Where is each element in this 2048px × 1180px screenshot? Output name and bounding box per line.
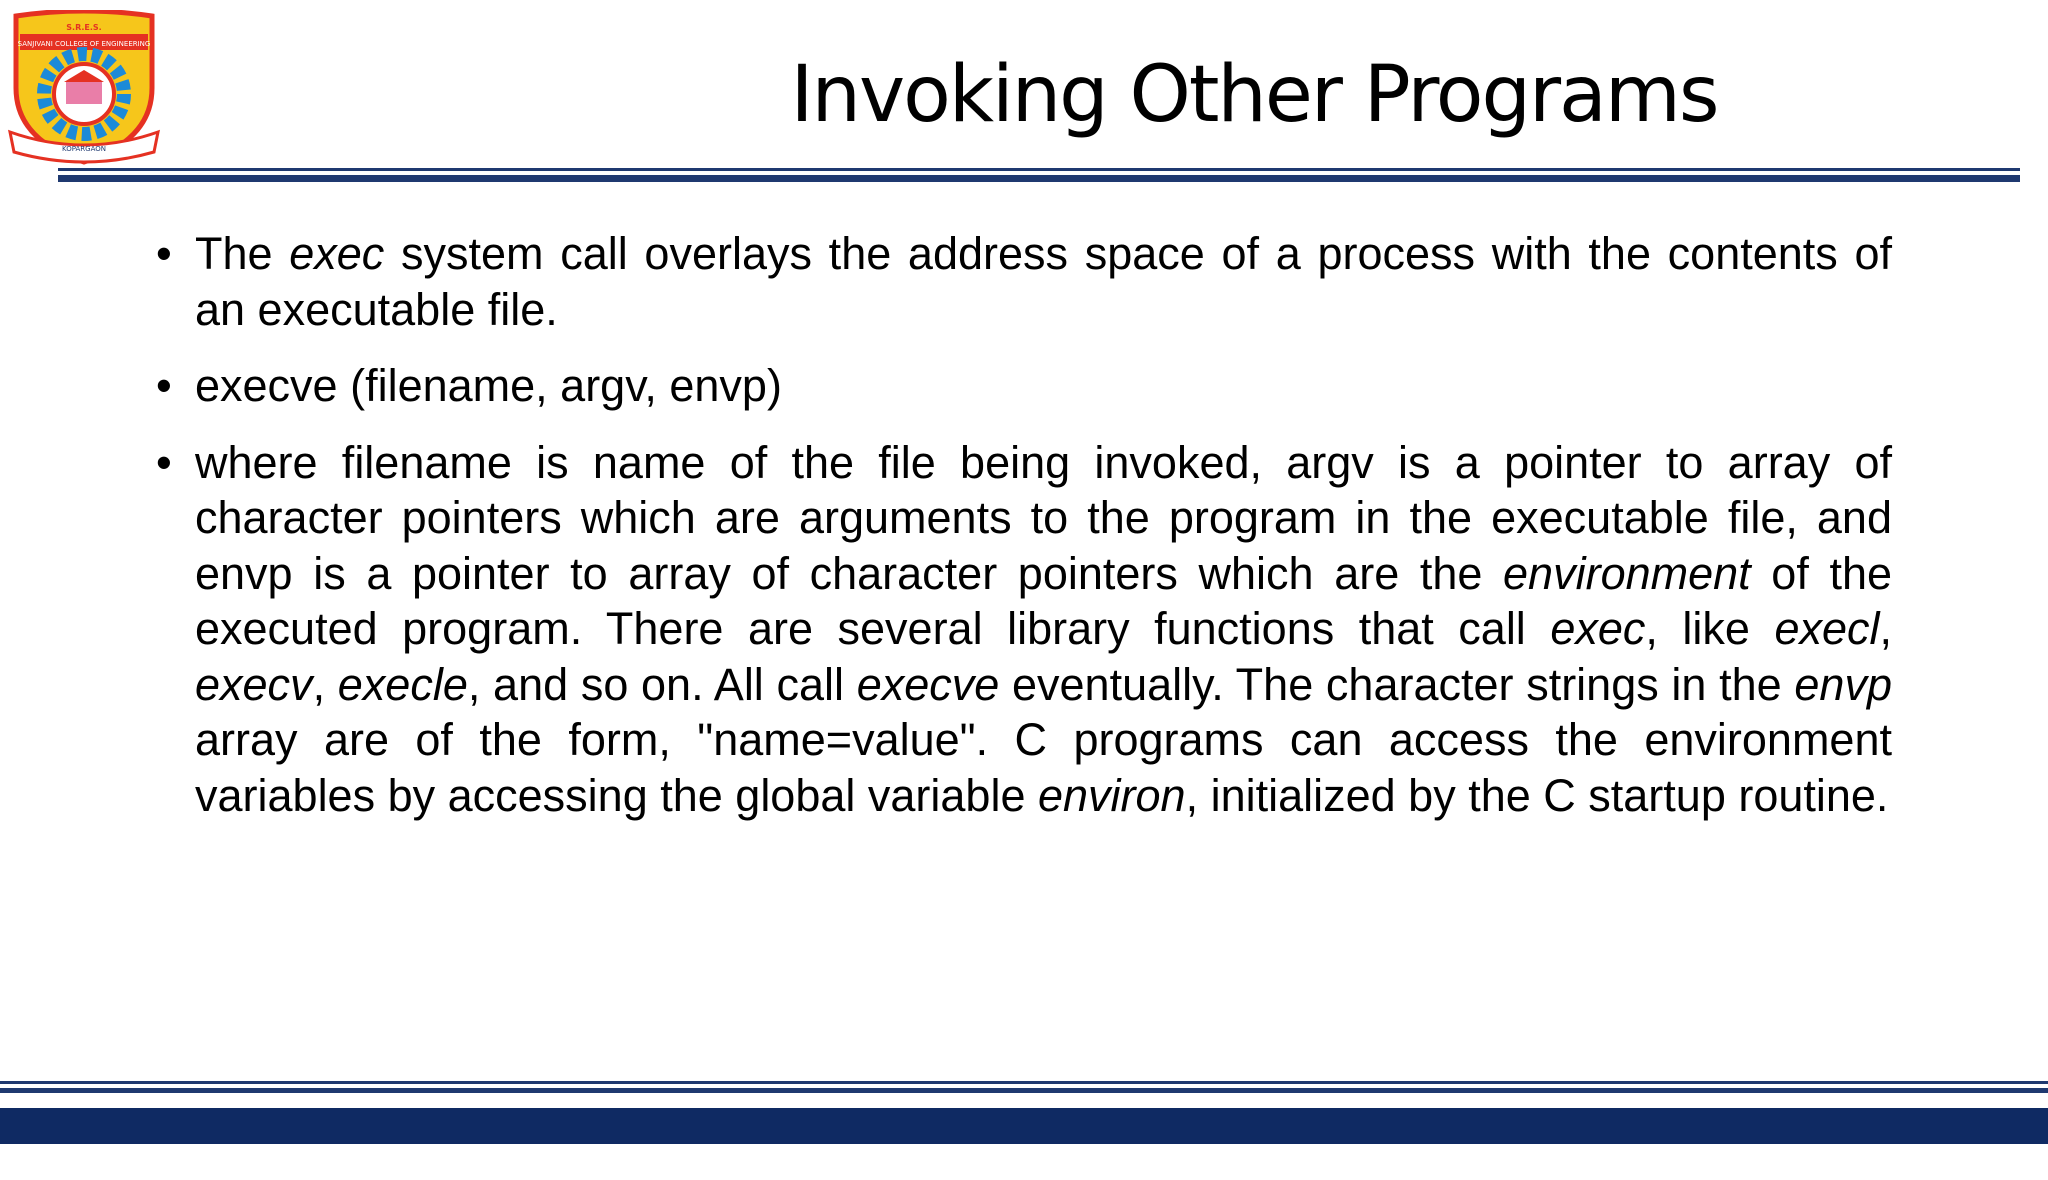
footer-bar — [0, 1108, 2048, 1175]
emphasized-term: environment — [1503, 547, 1751, 599]
bullet-text: of the executed program. There are several library functions that call — [195, 547, 1892, 654]
bullet-text: , and so on. All call — [467, 658, 857, 710]
bullet-text: array are of the form, "name=value". C programs can access the environment variables by accessing the global variable — [195, 714, 1892, 821]
bullet-item — [150, 435, 1892, 824]
header-rule-thick — [58, 175, 2020, 182]
bullet-list — [150, 226, 1892, 844]
emphasized-term: execve — [856, 658, 1000, 710]
bullet-dot-icon: • — [156, 360, 172, 411]
bullet-text: system call overlays the address space of a process with the contents of an executable file. — [195, 228, 1892, 335]
emphasized-term: execle — [337, 658, 468, 710]
bullet-text: , initialized by the C startup routine. — [1185, 769, 1889, 821]
bullet-text: , — [312, 658, 338, 710]
footer-rule-thick — [0, 1088, 2048, 1093]
emphasized-term: execl — [1774, 603, 1880, 654]
logo-top-text: S.R.E.S. — [66, 23, 102, 32]
emphasized-term: execv — [195, 658, 313, 710]
bullet-text: , — [1879, 603, 1893, 654]
emphasized-term: environ — [1037, 769, 1186, 821]
bullet-text: The — [195, 228, 290, 279]
header-rule-thin — [58, 168, 2020, 171]
emphasized-term: envp — [1794, 658, 1892, 710]
emphasized-term: exec — [1550, 603, 1646, 654]
bullet-dot-icon: • — [156, 228, 172, 279]
bullet-text: where filename is name of the file being invoked, argv is a pointer to array of character pointers which are arguments to the program in the executable file, and envp is a pointer to array of character pointers which are the — [195, 436, 1892, 599]
bullet-text: , like — [1645, 603, 1775, 654]
bullet-dot-icon: • — [156, 436, 172, 488]
bullet-item — [150, 226, 1892, 337]
college-crest-icon — [4, 10, 164, 170]
slide-title: Invoking Other Programs — [790, 50, 1718, 140]
bullet-item — [150, 358, 1892, 414]
footer-text: DEPARTMENT OF COMPUTER ENGINEERING, Sanjivani COE, Kopargaon — [574, 1149, 1490, 1175]
bullet-text: eventually. The character strings in the — [999, 658, 1795, 710]
logo-ribbon-text: KOPARGAON — [62, 145, 106, 153]
bullet-text: execve (filename, argv, envp) — [195, 360, 782, 411]
footer-rule-thin — [0, 1081, 2048, 1084]
college-logo — [4, 10, 164, 170]
logo-college-text: SANJIVANI COLLEGE OF ENGINEERING — [17, 40, 151, 48]
emphasized-term: exec — [289, 228, 385, 279]
